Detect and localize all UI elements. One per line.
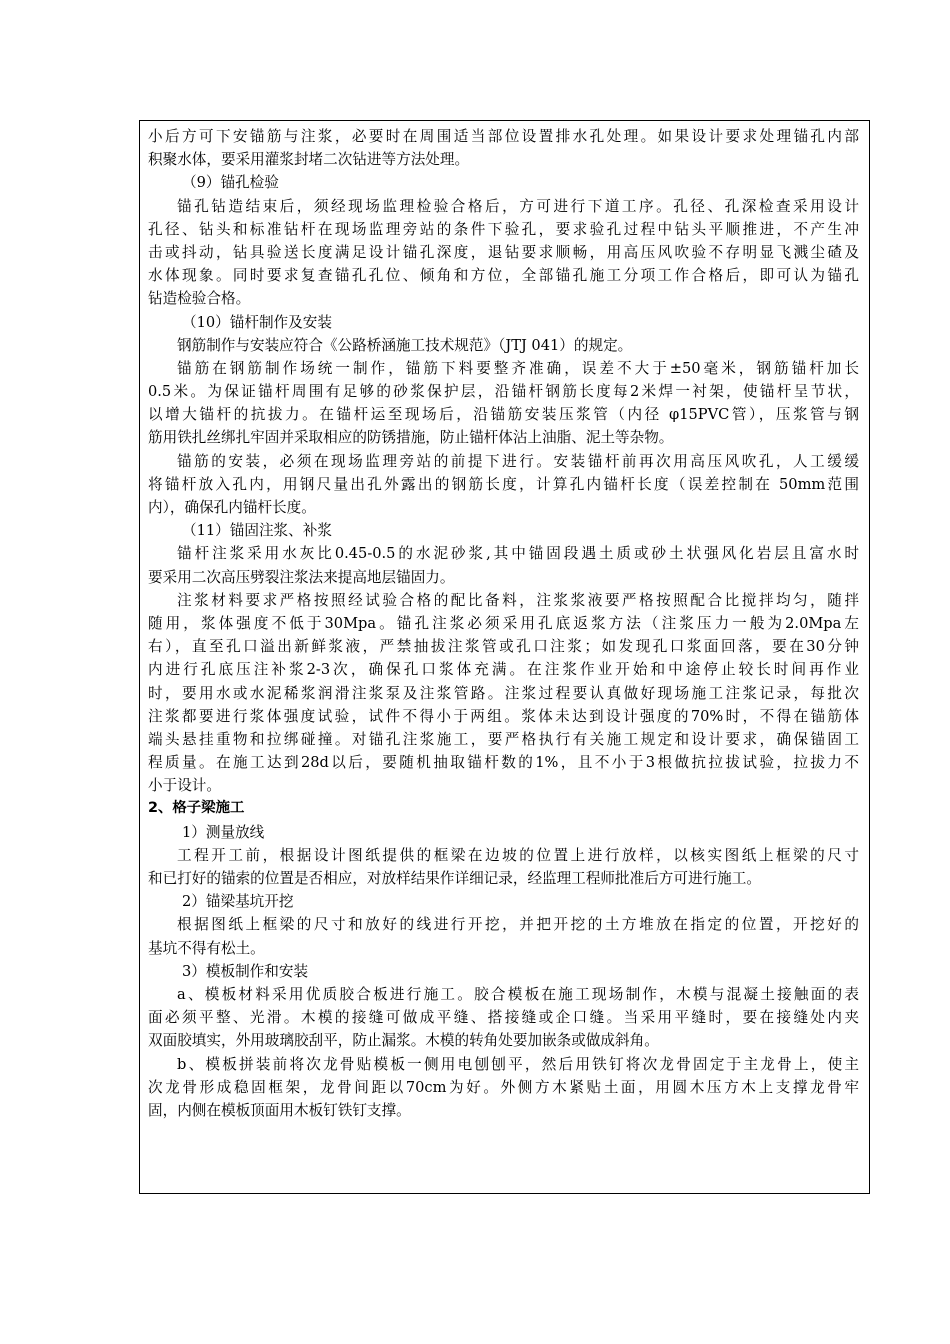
body-text-line: 右），直至孔口溢出新鲜浆液，严禁抽拔注浆管或孔口注浆；如发现孔口浆面回落，要在30分钟 <box>148 638 859 656</box>
subsection-heading: （10）锚杆制作及安装 <box>182 313 332 331</box>
body-text-line: 锚孔钻造结束后，须经现场监理检验合格后，方可进行下道工序。孔径、孔深检查采用设计 <box>177 197 859 215</box>
body-text-line: 锚杆注浆采用水灰比0.45-0.5的水泥砂浆,其中锚固段遇土质或砂土状强风化岩层且富水时 <box>177 545 859 563</box>
body-text-line: a、模板材料采用优质胶合板进行施工。胶合模板在施工现场制作，木模与混凝土接触面的表 <box>177 985 859 1003</box>
body-text-line: 固，内侧在模板顶面用木板钉铁钉支撑。 <box>148 1101 411 1119</box>
subsection-heading: 3）模板制作和安装 <box>182 962 309 980</box>
subsection-heading: 2）锚梁基坑开挖 <box>182 893 294 911</box>
body-text-line: 筋用铁扎丝绑扎牢固并采取相应的防锈措施，防止锚杆体沾上油脂、泥土等杂物。 <box>148 429 674 447</box>
body-text-line: 根据图纸上框梁的尺寸和放好的线进行开挖，并把开挖的土方堆放在指定的位置，开挖好的 <box>177 916 859 934</box>
body-text-line: 积聚水体，要采用灌浆封堵二次钻进等方法处理。 <box>148 151 470 169</box>
body-text-line: 随用，浆体强度不低于30Mpa。锚孔注浆必须采用孔底返浆方法（注浆压力一般为2.0Mpa左 <box>148 614 859 632</box>
body-text-line: 基坑不得有松土。 <box>148 939 265 957</box>
body-text-line: 水体现象。同时要求复查锚孔孔位、倾角和方位，全部锚孔施工分项工作合格后，即可认为锚孔 <box>148 267 859 285</box>
body-text-line: 内进行孔底压注补浆2-3次，确保孔口浆体充满。在注浆作业开始和中途停止较长时间再作业 <box>148 661 859 679</box>
subsection-heading: （11）锚固注浆、补浆 <box>182 522 332 540</box>
body-text-line: 程质量。在施工达到28d以后，要随机抽取锚杆数的1%，且不小于3根做抗拉拔试验，拉拔力不 <box>148 754 859 772</box>
body-text-line: 端头悬挂重物和拉绑碰撞。对锚孔注浆施工，要严格执行有关施工规定和设计要求，确保锚固工 <box>148 730 859 748</box>
subsection-heading: 1）测量放线 <box>182 823 265 841</box>
body-text-line: 0.5米。为保证锚杆周围有足够的砂浆保护层，沿锚杆钢筋长度每2米焊一衬架，使锚杆呈节状， <box>148 383 859 401</box>
body-text-line: 内），确保孔内锚杆长度。 <box>148 499 316 516</box>
body-text-line: b、模板拼装前将次龙骨贴模板一侧用电刨刨平，然后用铁钉将次龙骨固定于主龙骨上，使主 <box>177 1055 859 1073</box>
body-text-line: 和已打好的锚索的位置是否相应，对放样结果作详细记录，经监理工程师批准后方可进行施工。 <box>148 870 761 887</box>
body-text-line: 工程开工前，根据设计图纸提供的框梁在边坡的位置上进行放样，以核实图纸上框梁的尺寸 <box>177 846 859 864</box>
body-text-line: 注浆都要进行浆体强度试验，试件不得小于两组。浆体未达到设计强度的70%时，不得在锚筋体 <box>148 707 859 725</box>
document-table-cell <box>139 120 870 1194</box>
body-text-line: 钢筋制作与安装应符合《公路桥涵施工技术规范》（JTJ 041）的规定。 <box>177 336 633 354</box>
body-text-line: 小于设计。 <box>148 777 221 795</box>
subsection-heading: （9）锚孔检验 <box>182 174 279 192</box>
body-text-line: 孔径、钻头和标准钻杆在现场监理旁站的条件下验孔，要求验孔过程中钻头平顺推进，不产生冲 <box>148 220 859 238</box>
body-text-line: 注浆材料要求严格按照经试验合格的配比备料，注浆浆液要严格按照配合比搅拌均匀，随拌 <box>177 591 859 609</box>
section-heading: 2、格子梁施工 <box>148 800 245 817</box>
body-text-line: 双面胶填实，外用玻璃胶刮平，防止漏浆。木模的转角处要加嵌条或做成斜角。 <box>148 1032 659 1050</box>
body-text-line: 次龙骨形成稳固框架，龙骨间距以70cm为好。外侧方木紧贴土面，用圆木压方木上支撑龙骨牢 <box>148 1078 859 1096</box>
body-text-line: 锚筋的安装，必须在现场监理旁站的前提下进行。安装锚杆前再次用高压风吹孔，人工缓缓 <box>177 452 859 470</box>
body-text-line: 时，要用水或水泥稀浆润滑注浆泵及注浆管路。注浆过程要认真做好现场施工注浆记录，每批次 <box>148 684 859 702</box>
body-text-line: 钻造检验合格。 <box>148 290 251 308</box>
body-text-line: 将锚杆放入孔内，用钢尺量出孔外露出的钢筋长度，计算孔内锚杆长度（误差控制在 50mm范围 <box>148 475 859 493</box>
body-text-line: 面必须平整、光滑。木模的接缝可做成平缝、搭接缝或企口缝。当采用平缝时，要在接缝处内夹 <box>148 1009 859 1027</box>
body-text-line: 以增大锚杆的抗拔力。在锚杆运至现场后，沿锚筋安装压浆管（内径 φ15PVC管），压浆管与钢 <box>148 406 859 424</box>
body-text-line: 小后方可下安锚筋与注浆，必要时在周围适当部位设置排水孔处理。如果设计要求处理锚孔内部 <box>148 128 859 145</box>
body-text-line: 锚筋在钢筋制作场统一制作，锚筋下料要整齐准确，误差不大于±50毫米，钢筋锚杆加长 <box>177 359 859 377</box>
body-text-line: 击或抖动，钻具验送长度满足设计锚孔深度，退钻要求顺畅，用高压风吹验不存明显飞溅尘碴及 <box>148 243 859 261</box>
body-text-line: 要采用二次高压劈裂注浆法来提高地层锚固力。 <box>148 568 455 586</box>
